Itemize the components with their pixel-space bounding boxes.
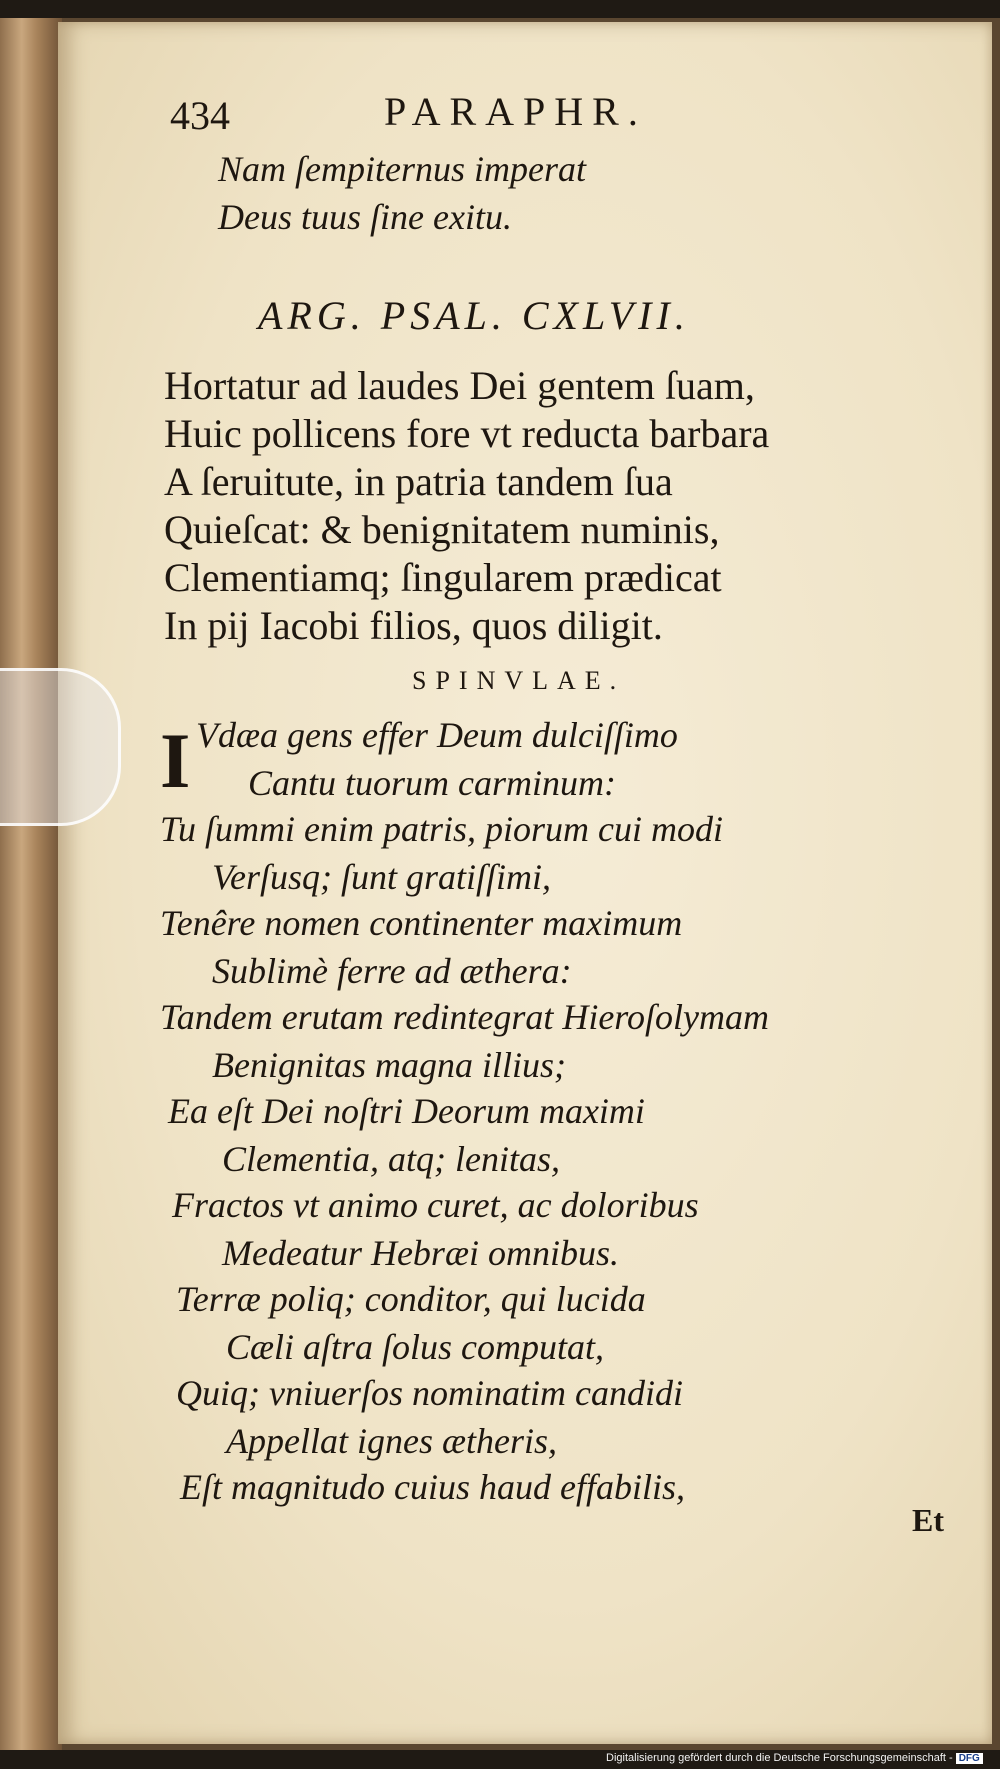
argument-line: Hortatur ad laudes Dei gentem ſuam, <box>164 363 755 408</box>
argument-line: A ſeruitute, in patria tandem ſua <box>164 459 673 504</box>
poem-line: Terræ poliq; conditor, qui lucida <box>176 1279 646 1319</box>
catchword: Et <box>912 1502 944 1538</box>
book-clip <box>0 668 121 826</box>
poem-line: Verſusq; ſunt gratiſſimi, <box>212 857 552 897</box>
running-head: PARAPHR. <box>384 89 647 134</box>
poem-line: Cantu tuorum carminum: <box>248 763 616 803</box>
argument-line: Huic pollicens fore vt reducta barbara <box>164 411 770 456</box>
poem-line: Tu ſummi enim patris, piorum cui modi <box>160 809 724 849</box>
argument-line: Clementiamq; ſingularem prædicat <box>164 555 722 600</box>
poem-line: Sublimè ferre ad æthera: <box>212 951 572 991</box>
poem-line: Fractos vt animo curet, ac doloribus <box>172 1185 699 1225</box>
opening-line: Nam ſempiternus imperat <box>218 149 586 189</box>
poem-line: Eſt magnitudo cuius haud effabilis, <box>180 1467 685 1507</box>
digitization-footer <box>606 1752 983 1764</box>
argument-line: Quieſcat: & benignitatem numinis, <box>164 507 720 552</box>
opening-line: Deus tuus ſine exitu. <box>218 197 512 237</box>
poem-line: Medeatur Hebræi omnibus. <box>222 1233 619 1273</box>
drop-initial: I <box>160 717 191 804</box>
poem-line: Tenêre nomen continenter maximum <box>160 903 683 943</box>
argument-line: In pij Iacobi filios, quos diligit. <box>164 603 663 648</box>
argument-heading: ARG. PSAL. CXLVII. <box>258 293 690 338</box>
poem-heading: SPINVLAE. <box>412 666 626 695</box>
footer-text: Digitalisierung gefördert durch die Deutsche Forschungsgemeinschaft - <box>606 1752 953 1764</box>
poem-line: Appellat ignes ætheris, <box>226 1421 557 1461</box>
poem-line: Quiq; vniuerſos nominatim candidi <box>176 1373 683 1413</box>
page-number: 434 <box>170 93 230 138</box>
poem-line: Clementia, atq; lenitas, <box>222 1139 560 1179</box>
dfg-logo: DFG <box>956 1753 983 1764</box>
poem-line: Ea eſt Dei noſtri Deorum maximi <box>168 1091 645 1131</box>
poem-line: Benignitas magna illius; <box>212 1045 566 1085</box>
poem-line: Vdæa gens effer Deum dulciſſimo <box>196 715 678 755</box>
page-edge <box>0 18 62 1750</box>
poem-line: Tandem erutam redintegrat Hieroſolymam <box>160 997 769 1037</box>
poem-line: Cæli aſtra ſolus computat, <box>226 1327 605 1367</box>
